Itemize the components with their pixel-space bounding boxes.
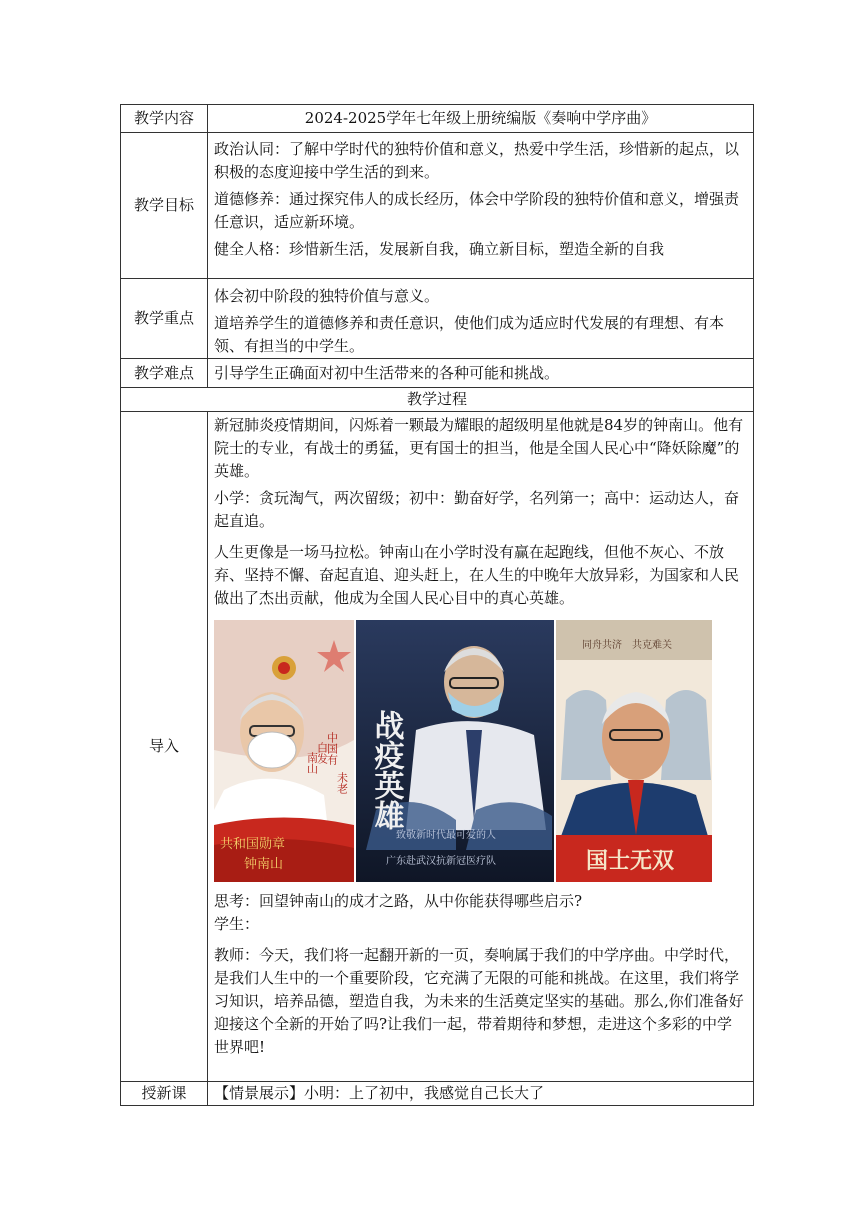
- intro-paragraph-3: 人生更像是一场马拉松。钟南山在小学时没有赢在起跑线，但他不灰心、不放弃、坚持不懈、奋起直追、迎头赶上，在人生的中晚年大放异彩，为国家和人民做出了杰出贡献，他成为全国人民心目中的真心英雄。: [214, 543, 740, 607]
- poster-medal: [214, 620, 354, 882]
- label-teaching-goals: 教学目标: [121, 133, 208, 279]
- label-new-lesson: 授新课: [121, 1082, 208, 1106]
- label-teaching-difficulty: 教学难点: [121, 359, 208, 388]
- goal-political: 政治认同：了解中学时代的独特价值和意义，热爱中学生活，珍惜新的起点，以积极的态度迎接中学生活的到来。: [214, 140, 740, 181]
- row-new-lesson: [121, 1082, 754, 1106]
- poster3-bottom-text: 国士无双: [586, 848, 675, 874]
- key-point-2: 道培养学生的道德修养和责任意识，使他们成为适应时代发展的有理想、有本领、有担当的中学生。: [214, 314, 725, 355]
- intro-paragraph-2: 小学：贪玩淘气，两次留级；初中：勤奋好学，名列第一；高中：运动达人，奋起直追。: [214, 489, 740, 530]
- poster1-name-text: 钟南山: [244, 857, 284, 872]
- poster-epidemic-hero: [356, 620, 554, 882]
- zhong-nanshan-posters: [214, 620, 747, 882]
- poster2-caption-1: 致敬新时代最可爱的人: [396, 830, 496, 841]
- row-process-header: [121, 388, 754, 412]
- value-teaching-difficulty: 引导学生正确面对初中生活带来的各种可能和挑战。: [208, 359, 754, 388]
- row-intro: [121, 412, 754, 1082]
- row-teaching-content: [121, 105, 754, 133]
- goal-personality: 健全人格：珍惜新生活，发展新自我，确立新目标，塑造全新的自我: [214, 240, 665, 258]
- key-point-1: 体会初中阶段的独特价值与意义。: [214, 287, 440, 305]
- row-teaching-goals: [121, 133, 754, 279]
- poster-national-hero: [556, 620, 712, 882]
- value-new-lesson: 【情景展示】小明：上了初中，我感觉自己长大了: [208, 1082, 754, 1106]
- row-teaching-key: [121, 279, 754, 359]
- row-teaching-difficulty: [121, 359, 754, 388]
- poster3-top-text: 同舟共济 共克难关: [582, 640, 672, 651]
- label-teaching-content: 教学内容: [121, 105, 208, 133]
- poster1-vertical-text-2: 白发: [315, 742, 329, 764]
- lesson-plan: [120, 104, 754, 1106]
- intro-paragraph-1: 新冠肺炎疫情期间，闪烁着一颗最为耀眼的超级明星他就是84岁的钟南山。他有院士的专业，有战士的勇猛，更有国士的担当，他是全国人民心中“降妖除魔”的英雄。: [214, 416, 744, 480]
- label-intro: 导入: [121, 412, 208, 1082]
- think-question: 思考：回望钟南山的成才之路，从中你能获得哪些启示?: [214, 892, 583, 910]
- poster1-vertical-text-1: 中国有: [325, 732, 339, 765]
- value-teaching-content: 2024-2025学年七年级上册统编版《奏响中学序曲》: [208, 105, 754, 133]
- teacher-speech: 教师：今天，我们将一起翻开新的一页，奏响属于我们的中学序曲。中学时代，是我们人生中的一个重要阶段，它充满了无限的可能和挑战。在这里，我们将学习知识，培养品德，塑造自我，为未来的生活奠定坚实的基础。那么,你们准备好迎接这个全新的开始了吗?让我们一起，带着期待和梦想，走进这个多彩的中学世界吧!: [214, 946, 744, 1056]
- label-teaching-key: 教学重点: [121, 279, 208, 359]
- poster2-title: 战疫英雄: [368, 710, 404, 830]
- goal-moral: 道德修养：通过探究伟人的成长经历，体会中学阶段的独特价值和意义，增强责任意识，适应新环境。: [214, 190, 740, 231]
- poster2-caption-2: 广东赴武汉抗新冠医疗队: [386, 856, 496, 867]
- student-answer: 学生：: [214, 915, 260, 933]
- process-header: 教学过程: [121, 388, 754, 412]
- poster1-medal-text: 共和国勋章: [220, 837, 286, 852]
- poster1-vertical-text-4: 未老: [335, 772, 349, 794]
- lesson-plan-table: [120, 104, 754, 1106]
- poster1-vertical-text-3: 南山: [305, 752, 319, 774]
